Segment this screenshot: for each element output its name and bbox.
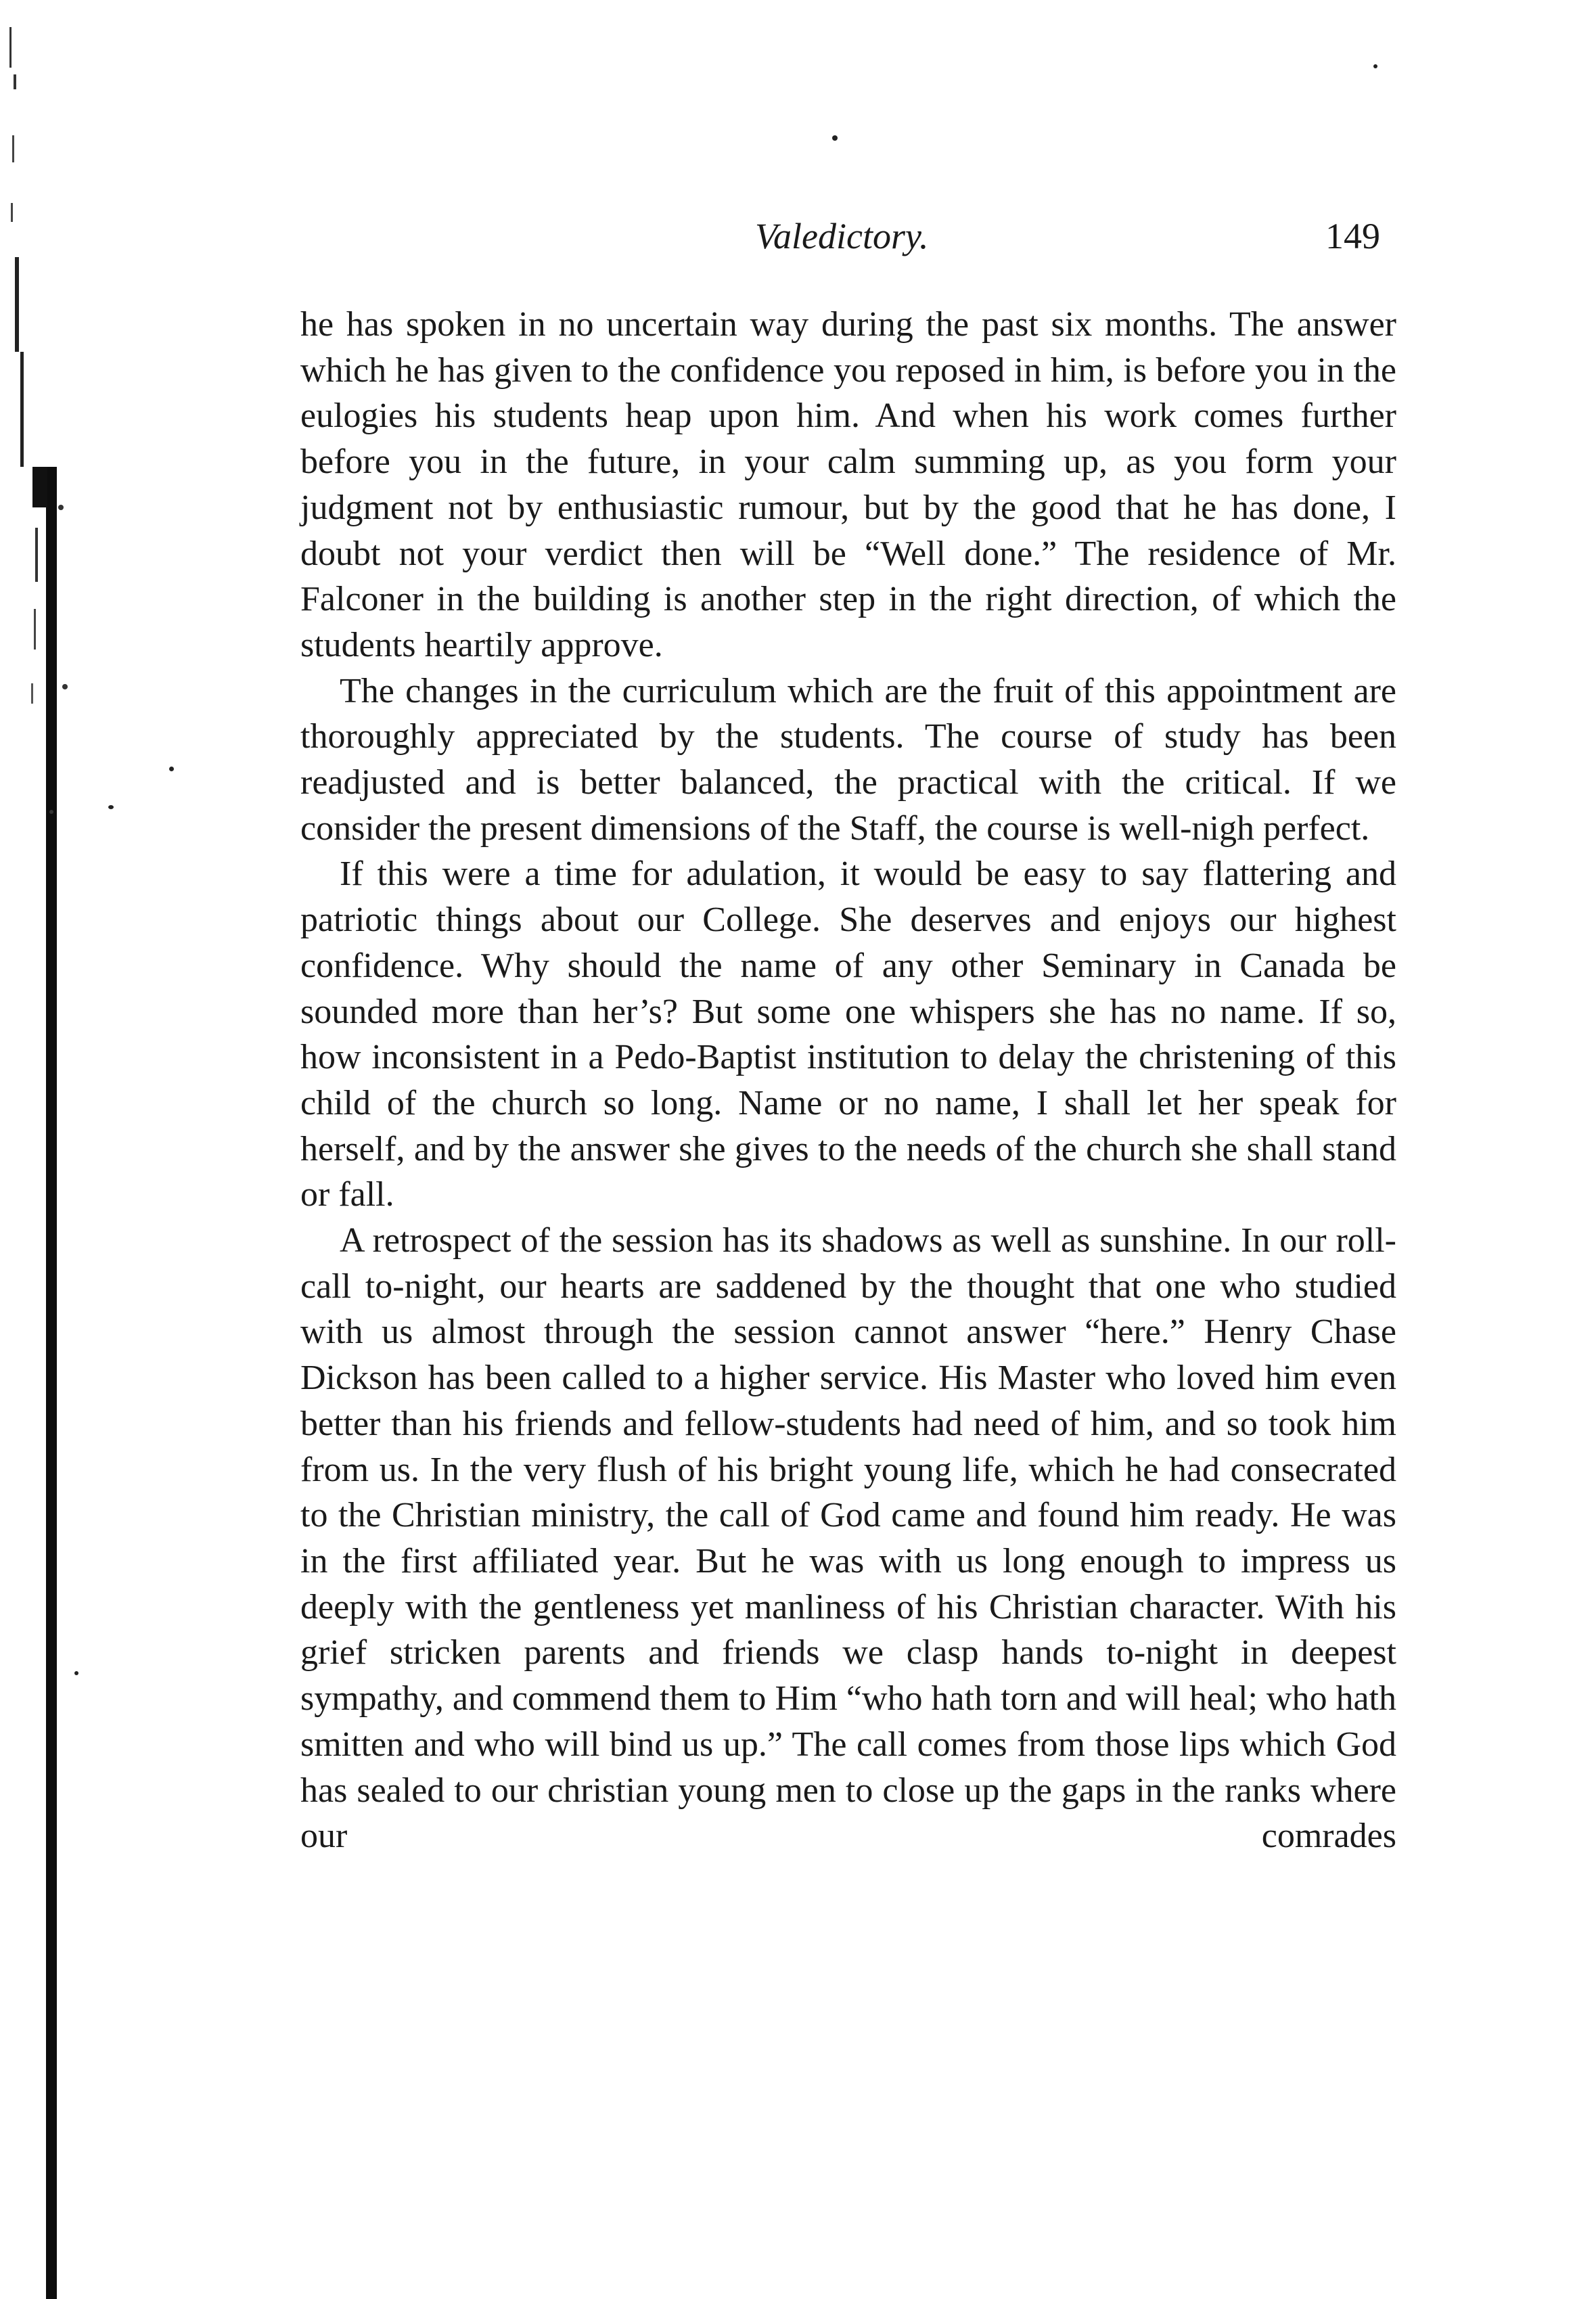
book-page bbox=[300, 215, 1396, 1859]
paragraph: he has spoken in no uncertain way during the past six months. The answer which he has given to the confidence you reposed in him, is before you in the eulogies his students heap upon him. And when his work comes further before you in the future, in your calm summing up, as you form your judgment not by enthusiastic rumour, but by the good that he has done, I doubt not your verdict then will be “Well done.” The residence of Mr. Falconer in the building is another step in the right direction, of which the students heartily approve. bbox=[300, 305, 1396, 664]
page-speck bbox=[1373, 64, 1377, 68]
running-title: Valedictory. bbox=[755, 216, 929, 256]
paragraph: If this were a time for adulation, it would be easy to say flattering and patriotic things about our College. She deserves and enjoys our highest confidence. Why should the name of any other Seminary in Canada be sounded more than her’s? But some one whispers she has no name. If so, how inconsistent in a Pedo-Baptist institution to delay the christening of this child of the church so long. Name or no name, I shall let her speak for herself, and by the answer she gives to the needs of the church she shall stand or fall. bbox=[300, 855, 1396, 1214]
page-speck bbox=[169, 767, 174, 771]
binding-specks bbox=[0, 0, 81, 2299]
page-number: 149 bbox=[1325, 216, 1380, 256]
running-header bbox=[300, 215, 1396, 269]
page-speck bbox=[74, 1671, 78, 1675]
body-text bbox=[300, 302, 1396, 1859]
page-speck bbox=[832, 135, 838, 141]
page-speck bbox=[108, 805, 114, 809]
paragraph: A retrospect of the session has its shadows as well as sunshine. In our roll-call to-night, our hearts are saddened by the thought that one who studied with us almost through the session cannot answer “here.” Henry Chase Dickson has been called to a higher service. His Master who loved him even better than his friends and fellow-students had need of him, and so took him from us. In the very flush of his bright young life, which he had consecrated to the Christian ministry, the call of God came and found him ready. He was in the first affiliated year. But he was with us long enough to impress us deeply with the gentleness yet manliness of his Christian character. With his grief stricken parents and friends we clasp hands to-night in deepest sympathy, and commend them to Him “who hath torn and will heal; who hath smitten and who will bind us up.” The call comes from those lips which God has sealed to our christian young men to close up the gaps in the ranks where our comrades bbox=[300, 1221, 1396, 1856]
paragraph: The changes in the curriculum which are the fruit of this appointment are thoroughly appreciated by the students. The course of study has been readjusted and is better balanced, the practical with the critical. If we consider the present dimensions of the Staff, the course is well-nigh perfect. bbox=[300, 671, 1396, 848]
